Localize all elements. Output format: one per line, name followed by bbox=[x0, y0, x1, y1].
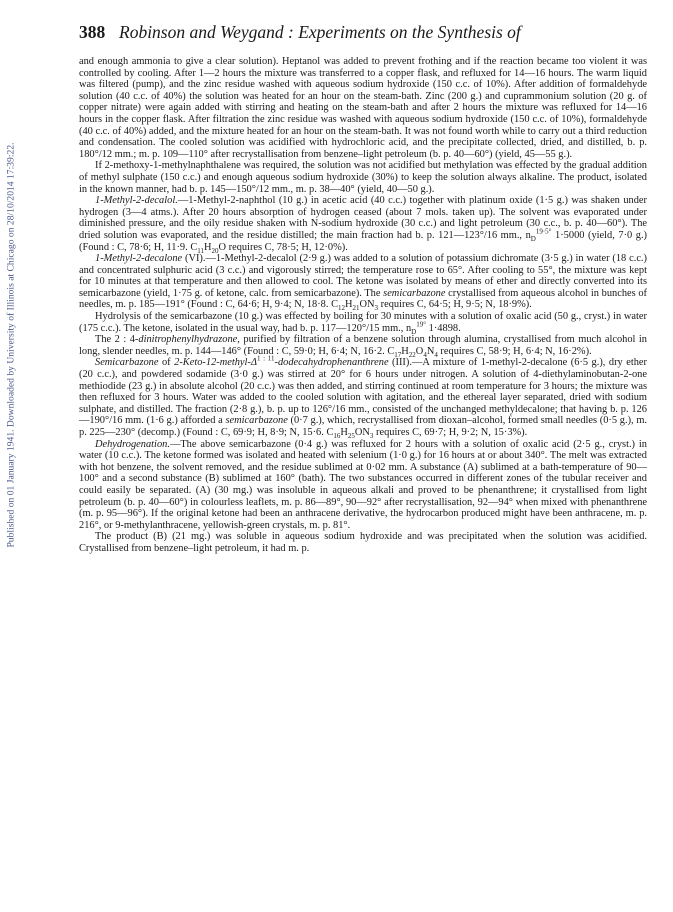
subscript: 11 bbox=[197, 246, 204, 255]
text-run: —The above semicarbazone (0·4 g.) was refluxed for 2 hours with a solution of oxalic acid (2·5 g., cryst.) in water (10 c.c.). The ketone formed was isolated and heated with selenium (1·0 g.) for 16 hours at or about 340°. The melt was extracted with hot benzene, the solvent removed, and the residue sublimed at 0·02 mm. A substance (A) sublimed at a bath-temperature of 90—100° and a second substance (B) sublimed at 160° (bath). The two substances occurred in different zones of the tubular receiver and could easily be separated. (A) (30 mg.) was insoluble in aqueous alkali and proved to be phenanthrene; it crystallised from light petroleum (b. p. 40—60°) in colourless leaflets, m. p. 86—89°, 90—92° after recrystallisation, 92—94° when mixed with phenanthrene (m. p. 95—96°). If the original ketone had been an anthracene derivative, the hydrocarbon produced might have been anthracene, m. p. 216°, or 9-methylanthracene, yellowish-green crystals, m. p. 81°. bbox=[79, 438, 647, 531]
text-run: —1-Methyl-2-naphthol (10 g.) in acetic acid (40 c.c.) together with platinum oxide (1·5 g.) was shaken under hydrogen (3—4 atms.). After 20 hours absorption of hydrogen ceased (about 7 mols. taken up). The solvent was evaporated under diminished pressure, and the oily residue shaken with N-sodium hydroxide (30 c.c.) and light petroleum (30 c.c., b. p. 40—60°). The dried solution was evaporated, and the residue distilled; the main fraction had b. p. 121—123°/16 mm., n bbox=[79, 195, 647, 241]
superscript: 19° bbox=[416, 320, 427, 329]
superscript: 19·5° bbox=[535, 227, 552, 236]
italic-text: 1-Methyl-2-decalol. bbox=[95, 195, 178, 207]
subscript: 4 bbox=[423, 350, 427, 359]
text-run: ON bbox=[359, 299, 375, 311]
text-run: , purified by filtration of a benzene solution through alumina, crystallised from much alcohol in long, slender needles, m. p. 144—146° (Found : C, 59·0; H, 6·4; N, 16·2. C bbox=[79, 334, 647, 357]
italic-text: semicarbazone bbox=[225, 415, 288, 427]
text-run: H bbox=[401, 345, 409, 357]
italic-text: Dehydrogenation. bbox=[95, 438, 170, 450]
paragraph bbox=[79, 531, 647, 554]
text-run: requires C, 64·5; H, 9·5; N, 18·9%). bbox=[378, 299, 532, 311]
paragraph bbox=[79, 253, 647, 311]
article-body bbox=[79, 56, 647, 555]
paragraph bbox=[79, 439, 647, 532]
paragraph bbox=[79, 56, 647, 160]
text-run: H bbox=[345, 299, 353, 311]
subscript: 16 bbox=[333, 432, 341, 441]
subscript: 20 bbox=[211, 246, 219, 255]
subscript: 3 bbox=[374, 304, 379, 313]
italic-text: 1-Methyl-2-decalone bbox=[95, 253, 183, 265]
subscript: 21 bbox=[352, 304, 360, 313]
text-run: and enough ammonia to give a clear solution). Heptanol was added to prevent frothing and if the reaction became too violent it was controlled by cooling. After 1—2 hours the mixture was transferred to a copper flask, and refluxed for 14—16 hours. The warm liquid was filtered (pump), and the zinc residue washed with aqueous sodium hydroxide (150 c.c. of 10%). After addition of formaldehyde solution (40 c.c. of 40%) the solution was heated for an hour on the steam-bath. Zinc (200 g.) and cuprammonium solution (20 g. of copper nitrate) were again added with stirring and heating on the steam-bath and after 2 hours the mixture was refluxed for 14—16 hours in the copper flask. After filtration the zinc residue was washed with aqueous sodium hydroxide (150 c.c. of 10%), formaldehyde (40 c.c. of 40%) added, and the mixture heated for an hour on the steam-bath. It was not found worth while to carry out a third reduction and condensation. The cooled solution was acidified with hydrochloric acid, and the precipitate collected, dried, and distilled, b. p. 180°/12 mm.; m. p. 109—110° after recrystallisation from benzene–light petroleum (b. p. 40—60°) (yield, 45—55 g.). bbox=[79, 56, 647, 160]
text-run: Hydrolysis of the semicarbazone (10 g.) was effected by boiling for 30 minutes with a solution of oxalic acid (50 g., cryst.) in water (175 c.c.). The ketone, isolated in the usual way, had b. p. 117—120°/15 mm., n bbox=[79, 311, 647, 334]
text-run: H bbox=[340, 427, 348, 438]
italic-text: -dodecahydrophenanthrene bbox=[274, 357, 389, 369]
text-run: The 2 : 4- bbox=[95, 334, 139, 346]
text-run: O bbox=[415, 345, 424, 357]
text-run: crystallised from aqueous alcohol in bunches of needles, m. p. 185—191° (Found : C, 64·6; H, 9·4; N, 18·8. C bbox=[79, 287, 648, 311]
text-run: requires C, 69·7; H, 9·2; N, 15·3%). bbox=[373, 427, 528, 438]
text-run: of bbox=[158, 357, 175, 369]
text-run: (VI).—1-Methyl-2-decalol (2·9 g.) was added to a solution of potassium dichromate (3·5 g.) in water (18 c.c.) and concentrated sulphuric acid (3 c.c.) and vigorously stirred; the temperature rose to 65°. After cooling to 55°, the mixture was kept for 10 minutes at that temperature and then allowed to cool. The ketone was isolated by means of ether and directly converted into its semicarbazone (yield, 1·75 g. of ketone, calc. from semicarbazone). The bbox=[79, 253, 647, 299]
subscript: 22 bbox=[408, 350, 416, 359]
paragraph bbox=[79, 160, 647, 195]
text-run: 1·4898. bbox=[426, 322, 461, 334]
page-number: 388 bbox=[79, 22, 106, 42]
subscript: 17 bbox=[394, 350, 402, 359]
subscript: 25 bbox=[347, 432, 355, 441]
subscript: 12 bbox=[338, 304, 345, 313]
text-run: requires C, 58·9; H, 6·4; N, 16·2%). bbox=[437, 345, 592, 357]
subscript: 3 bbox=[369, 432, 374, 441]
text-run: The product (B) (21 mg.) was soluble in aqueous sodium hydroxide and was precipitated when the solution was acidified. Crystallised from benzene–light petroleum, it had m. p. bbox=[79, 531, 647, 554]
superscript: 1 : 11 bbox=[257, 354, 275, 363]
download-stamp-text: Published on 01 January 1941. Downloaded by University of Illinois at Chicago on 28/10/2014 17:39:22. bbox=[5, 142, 17, 548]
subscript: D bbox=[411, 327, 417, 336]
running-title: Robinson and Weygand : Experiments on the Synthesis of bbox=[119, 22, 521, 42]
italic-text: 2-Keto-12-methyl-Δ bbox=[174, 357, 257, 369]
text-run: 1·5000 (yield, 7·0 g.) (Found : C, 78·6; H, 11·9. C bbox=[79, 229, 648, 253]
download-stamp bbox=[3, 110, 19, 580]
text-run: (III).—A mixture of 1-methyl-2-decalone (6·5 g.), dry ether (20 c.c.), and powdered sodamide (3·0 g.) was stirred at 20° for 6 hours under nitrogen. A solution of 4-diethylaminobutan-2-one methiodide (23 g.) in absolute alcohol (20 c.c.) was then added, and stirring continued at room temperature for 3 hours; the mixture was then refluxed for 3 hours. Water was added to the cooled solution with agitation, and the ethereal layer separated, dried with sodium sulphate, and distilled. The fraction (2·8 g.), b. p. up to 126°/16 mm., consisted of the unchanged methyldecalone; that having b. p. 126—190°/16 mm. (1·6 g.) afforded a bbox=[79, 357, 648, 427]
page-header bbox=[79, 22, 649, 44]
text-run: ON bbox=[354, 427, 370, 438]
text-run: (0·7 g.), which, recrystallised from dioxan–alcohol, formed small needles (0·5 g.), m. p. 225—230° (decomp.) (Found : C, 69·9; H, 8·9; N, 15·6. C bbox=[79, 415, 647, 438]
subscript: D bbox=[530, 234, 536, 243]
paragraph bbox=[79, 311, 647, 334]
text-run: N bbox=[426, 345, 435, 357]
subscript: 4 bbox=[434, 350, 438, 359]
italic-text: Semicarbazone bbox=[95, 357, 159, 369]
text-run: If 2-methoxy-1-methylnaphthalene was required, the solution was not acidified but methylation was effected by the gradual addition of methyl sulphate (150 c.c.) and enough aqueous sodium hydroxide (30%) to keep the solution always alkaline. The product, isolated in the known manner, had b. p. 145—150°/12 mm., m. p. 38—40° (yield, 40—50 g.). bbox=[79, 160, 647, 195]
italic-text: semicarbazone bbox=[383, 287, 446, 299]
text-run: H bbox=[204, 241, 212, 253]
text-run: O requires C, 78·5; H, 12·0%). bbox=[218, 241, 348, 253]
paragraph bbox=[79, 334, 647, 357]
paragraph bbox=[79, 195, 647, 253]
italic-text: dinitrophenylhydrazone bbox=[138, 334, 238, 346]
